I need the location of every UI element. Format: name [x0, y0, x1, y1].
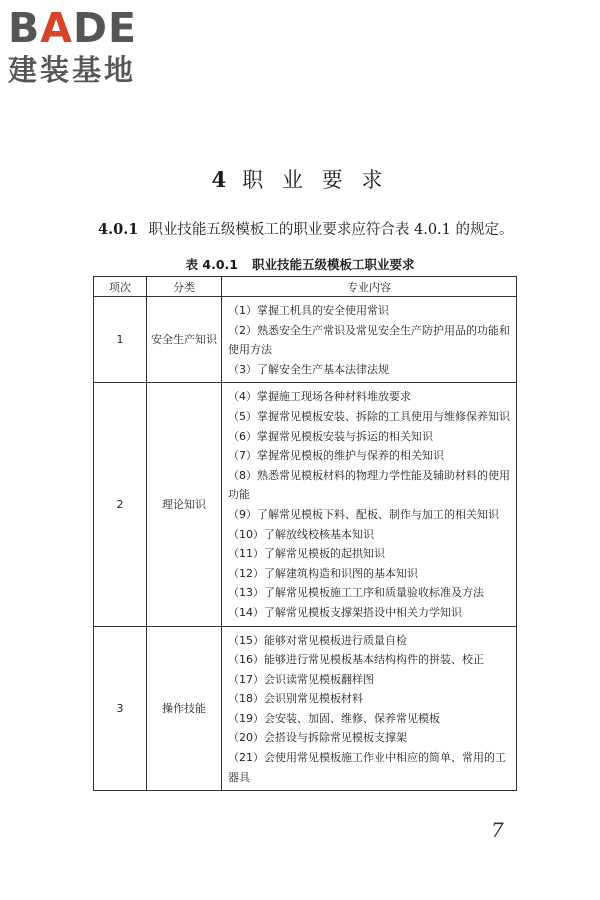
content-item: （11）了解常见模板的起拱知识 — [228, 547, 385, 561]
content-item: （14）了解常见模板支撑架搭设中相关力学知识 — [228, 605, 462, 619]
header-num: 项次 — [94, 277, 147, 297]
content-item: （4）掌握施工现场各种材料堆放要求 — [228, 390, 411, 404]
table-header-row — [94, 277, 517, 297]
content-item: （8）熟悉常见模板材料的物理力学性能及辅助材料的使用功能 — [228, 468, 510, 502]
content-item: （12）了解建筑构造和识图的基本知识 — [228, 566, 418, 580]
requirements-table — [93, 276, 517, 791]
table-row — [94, 626, 517, 791]
row-number: 1 — [94, 297, 147, 383]
row-content — [222, 383, 517, 626]
content-item: （17）会识读常见模板翻样图 — [228, 672, 374, 686]
row-category: 安全生产知识 — [147, 297, 222, 383]
chapter-name: 职 业 要 求 — [242, 168, 389, 193]
content-item: （7）掌握常见模板的维护与保养的相关知识 — [228, 449, 444, 463]
logo-subtitle: 建装基地 — [8, 53, 137, 87]
page-number: 7 — [491, 818, 504, 842]
content-item: （13）了解常见模板施工工序和质量验收标准及方法 — [228, 586, 484, 600]
row-number: 3 — [94, 626, 147, 791]
table-title: 职业技能五级模板工职业要求 — [251, 257, 415, 272]
content-item: （9）了解常见模板下料、配板、制作与加工的相关知识 — [228, 507, 499, 521]
content-item: （20）会搭设与拆除常见模板支撑架 — [228, 731, 407, 745]
clause-number: 4.0.1 — [98, 221, 139, 238]
clause-text: 职业技能五级模板工的职业要求应符合表 4.0.1 的规定。 — [148, 222, 514, 238]
chapter-number: 4 — [211, 167, 233, 193]
row-category: 理论知识 — [147, 383, 222, 626]
row-content — [222, 297, 517, 383]
content-item: （10）了解放线校核基本知识 — [228, 527, 374, 541]
bade-logo — [8, 4, 183, 88]
logo-wordmark: BADE — [8, 4, 138, 52]
clause-paragraph — [98, 218, 538, 239]
table-number: 表 4.0.1 — [185, 257, 238, 272]
chapter-title — [0, 164, 600, 194]
table-row — [94, 297, 517, 383]
table-row — [94, 383, 517, 626]
header-category: 分类 — [147, 277, 222, 297]
content-item: （3）了解安全生产基本法律法规 — [228, 362, 389, 376]
header-content: 专业内容 — [222, 277, 517, 297]
content-item: （1）掌握工机具的安全使用常识 — [228, 304, 389, 317]
content-item: （2）熟悉安全生产常识及常见安全生产防护用品的功能和使用方法 — [228, 323, 510, 357]
table-body — [94, 297, 517, 791]
content-item: （19）会安装、加固、维修、保养常见模板 — [228, 711, 440, 725]
content-item: （21）会使用常见模板施工作业中相应的简单、常用的工器具 — [228, 751, 506, 784]
table-caption — [0, 255, 600, 273]
content-item: （6）掌握常见模板安装与拆运的相关知识 — [228, 429, 433, 443]
content-item: （5）掌握常见模板安装、拆除的工具使用与维修保养知识 — [228, 409, 510, 423]
content-item: （15）能够对常见模板进行质量自检 — [228, 633, 407, 647]
row-content — [222, 626, 517, 791]
row-number: 2 — [94, 383, 147, 626]
content-item: （18）会识别常见模板材料 — [228, 692, 363, 706]
row-category: 操作技能 — [147, 626, 222, 791]
content-item: （16）能够进行常见模板基本结构构件的拼装、校正 — [228, 653, 484, 667]
